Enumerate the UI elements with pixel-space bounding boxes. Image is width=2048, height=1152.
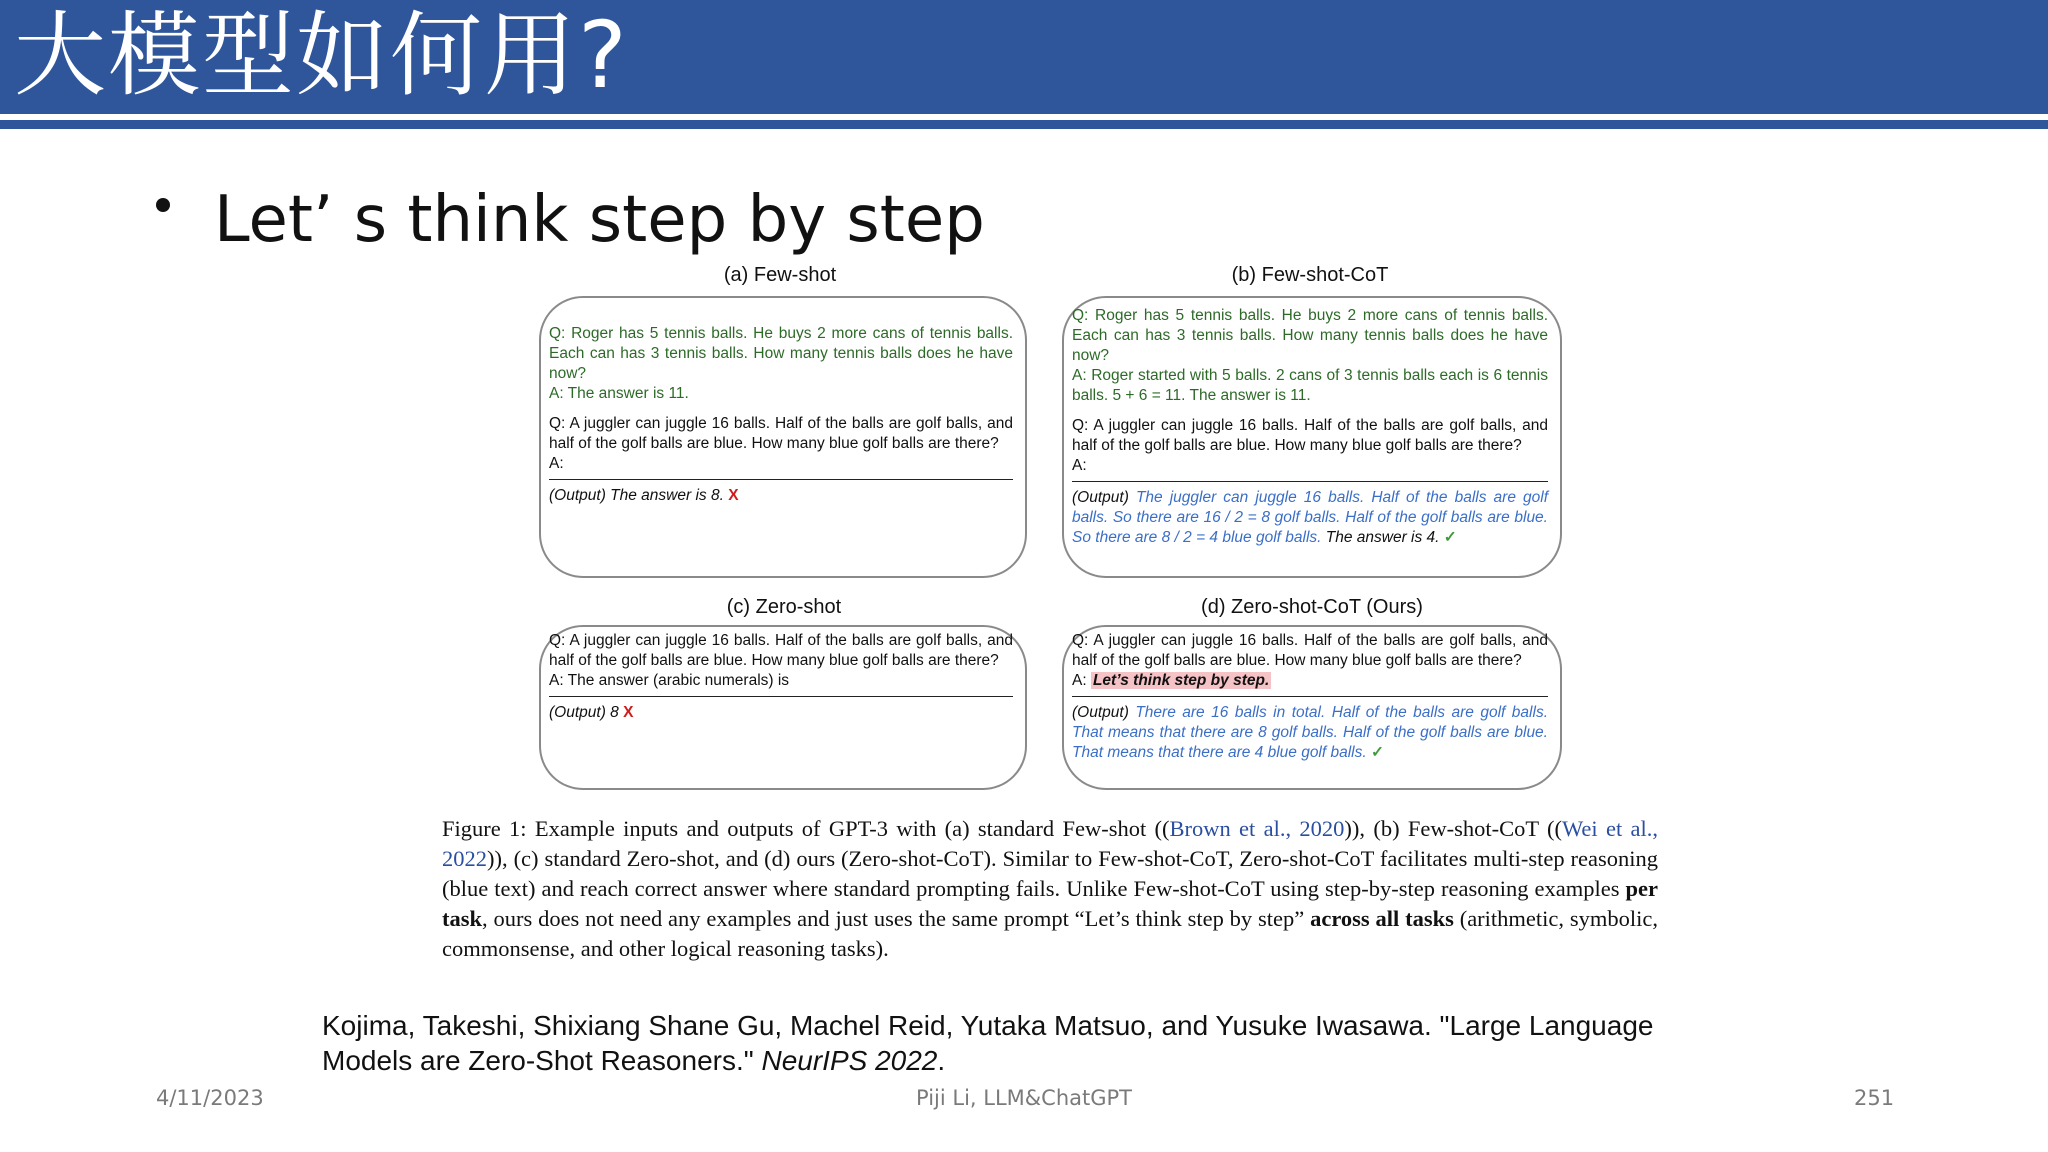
- title-underline: [0, 120, 2048, 129]
- panel-d-separator: [1072, 696, 1548, 697]
- panel-d-output-label: (Output): [1072, 704, 1129, 721]
- panel-a-output-label: (Output): [549, 487, 606, 504]
- panel-a-example-answer: A: The answer is 11.: [549, 385, 689, 402]
- panel-c-output-text: 8: [610, 704, 619, 721]
- panel-d-answer-prefix: A:: [1072, 672, 1087, 689]
- panel-zero-shot: [539, 625, 1027, 790]
- panel-a-example-question: Q: Roger has 5 tennis balls. He buys 2 more cans of tennis balls. Each can has 3 tennis balls. How many tennis balls does he have now?: [549, 325, 1013, 382]
- panel-c-separator: [549, 696, 1013, 697]
- panel-a-title: (a) Few-shot: [723, 264, 837, 286]
- caption-bold-across-all-tasks: across all tasks: [1310, 906, 1454, 931]
- check-icon: ✓: [1443, 529, 1457, 546]
- footer-date: 4/11/2023: [156, 1086, 264, 1110]
- slide-title: 大模型如何用?: [14, 2, 629, 109]
- panel-d-prompt-highlight: Let’s think step by step.: [1092, 672, 1270, 689]
- panel-b-output-answer: The answer is 4.: [1325, 529, 1440, 546]
- panel-c-question: Q: A juggler can juggle 16 balls. Half of the balls are golf balls, and half of the golf balls are blue. How many blue golf balls are there?: [549, 632, 1013, 669]
- panel-b-output-reasoning: The juggler can juggle 16 balls. Half of the balls are golf balls. So there are 16 / 2 = 8 golf balls. Half of the golf balls are blue. So there are 8 / 2 = 4 blue golf balls.: [1072, 489, 1549, 546]
- panel-c-answer-prefix: A: The answer (arabic numerals) is: [549, 672, 790, 689]
- citation-text: Kojima, Takeshi, Shixiang Shane Gu, Machel Reid, Yutaka Matsuo, and Yusuke Iwasawa. "Large Language Models are Zero-Shot Reasoners.": [322, 1010, 1654, 1076]
- citation-end: .: [937, 1045, 946, 1076]
- check-icon: ✓: [1371, 744, 1384, 761]
- panel-d-question: Q: A juggler can juggle 16 balls. Half of the balls are golf balls, and half of the golf balls are blue. How many blue golf balls are there?: [1072, 632, 1548, 669]
- caption-text: )), (c) standard Zero-shot, and (d) ours (Zero-shot-CoT). Similar to Few-shot-CoT, Zero-shot-CoT facilitates multi-step reasoning (blue text) and reach correct answer where standard prompting fails. Unlike Few-shot-CoT using step-by-step reasoning examples: [442, 846, 1658, 901]
- caption-text: )), (b) Few-shot-CoT ((: [1344, 816, 1562, 841]
- panel-zero-shot-cot: [1062, 625, 1562, 790]
- panel-few-shot: [539, 296, 1027, 578]
- panel-b-title: (b) Few-shot-CoT: [1231, 264, 1389, 286]
- panel-d-output-reasoning: There are 16 balls in total. Half of the balls are golf balls. That means that there are 8 golf balls. Half of the golf balls are blue. That means that there are 4 blue golf balls.: [1072, 704, 1548, 761]
- panel-b-output-label: (Output): [1072, 489, 1129, 506]
- panel-a-output-text: The answer is 8.: [610, 487, 724, 504]
- caption-ref-brown: Brown et al., 2020: [1169, 816, 1345, 841]
- panel-few-shot-cot: [1062, 296, 1562, 578]
- citation: [322, 1008, 1722, 1078]
- caption-text: (arithmetic, symbolic, commonsense, and other logical reasoning tasks).: [442, 906, 1658, 961]
- caption-bold-per-task: per task: [442, 876, 1658, 931]
- panel-a-question: Q: A juggler can juggle 16 balls. Half of the balls are golf balls, and half of the golf balls are blue. How many blue golf balls are there?: [549, 415, 1013, 452]
- panel-b-separator: [1072, 481, 1548, 482]
- citation-venue: NeurIPS 2022: [761, 1045, 938, 1076]
- panel-a-answer-prefix: A:: [549, 455, 564, 472]
- panel-c-output-label: (Output): [549, 704, 606, 721]
- title-bar: [0, 0, 2048, 114]
- caption-text: , ours does not need any examples and just uses the same prompt “Let’s think step by step”: [482, 906, 1311, 931]
- cross-icon: X: [623, 704, 634, 721]
- panel-b-example-question: Q: Roger has 5 tennis balls. He buys 2 more cans of tennis balls. Each can has 3 tennis balls. How many tennis balls does he have now?: [1072, 307, 1548, 364]
- bullet-dot-icon: [156, 198, 170, 212]
- panel-b-question: Q: A juggler can juggle 16 balls. Half of the balls are golf balls, and half of the golf balls are blue. How many blue golf balls are there?: [1072, 417, 1548, 454]
- footer-page-number: 251: [1854, 1086, 1895, 1110]
- caption-text: Figure 1: Example inputs and outputs of GPT-3 with (a) standard Few-shot ((: [442, 816, 1170, 841]
- caption-ref-wei: Wei et al., 2022: [442, 816, 1659, 871]
- footer-author: Piji Li, LLM&ChatGPT: [916, 1086, 1132, 1110]
- panel-c-title: (c) Zero-shot: [726, 596, 842, 618]
- figure-caption: [442, 814, 1658, 964]
- panel-b-example-answer: A: Roger started with 5 balls. 2 cans of 3 tennis balls each is 6 tennis balls. 5 + 6 = 11. The answer is 11.: [1072, 367, 1548, 404]
- panel-b-answer-prefix: A:: [1072, 457, 1087, 474]
- panel-d-title: (d) Zero-shot-CoT (Ours): [1201, 596, 1423, 618]
- panel-a-separator: [549, 479, 1013, 480]
- bullet-text: Let’ s think step by step: [214, 183, 985, 257]
- cross-icon: X: [728, 487, 739, 504]
